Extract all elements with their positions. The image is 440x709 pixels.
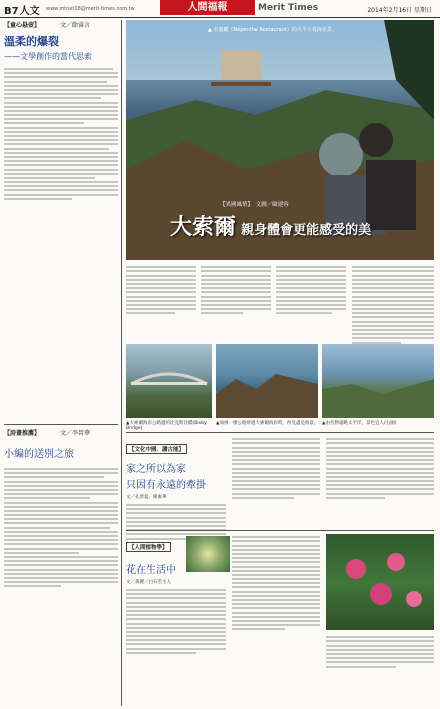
page-number: B7人文 — [4, 6, 40, 17]
feature-tag: 【異國風情】 — [220, 202, 251, 208]
divider — [126, 530, 434, 531]
article-title-line1: 家之所以為家 — [126, 464, 186, 475]
article-subtitle: ——文學創作的當代思索 — [4, 52, 92, 61]
masthead: Merit Times — [258, 3, 319, 13]
section-tag: 【人間植物學】 — [126, 542, 171, 552]
feature-body — [126, 264, 348, 316]
article-body-cont — [232, 436, 320, 501]
coast-caption: ▲由名勝遠眺太平洋，景色宜人(右圖) — [322, 421, 397, 426]
article-title: 溫柔的爆裂 — [4, 35, 59, 48]
flower-photo-large — [326, 534, 434, 630]
plants-body-right — [326, 634, 434, 670]
section-tag: 【文化中國．讀古能】 — [126, 444, 187, 454]
bridge-photo — [126, 344, 212, 418]
bridge-caption: ▲大索爾海岸公路邊的比克斯比橋(Bixby Bridge) — [126, 421, 207, 431]
author: 文／孔唐夏．陳素華 — [126, 495, 167, 500]
plants-body-cont — [232, 534, 320, 633]
photo-caption: ▲ 名餐廳《Nepenthe Restaurant》的大平台賞海美景。 — [208, 27, 337, 33]
article-title: 小編的送別之旅 — [4, 449, 74, 460]
divider — [126, 432, 434, 433]
article-body — [4, 68, 118, 200]
author: 文／黃麗／白石若主人 — [126, 580, 171, 585]
article-modern-literature — [4, 20, 118, 220]
rocks-caption: ▲加州一號公路經過大索爾海岸時，所見盡是海景。 — [216, 421, 319, 426]
page-header — [0, 0, 440, 18]
feature-subtitle: 親身體會更能感受的美 — [241, 223, 372, 238]
author: 文／李晉華 — [60, 430, 91, 437]
feature-byline: 文圖／歐建容 — [255, 202, 289, 208]
feature-body-right — [352, 264, 434, 346]
coastline-photo — [322, 344, 434, 418]
header-url: www.mtnet18@merit-times.com.tw — [46, 6, 135, 12]
feature-title: 大索爾 — [170, 215, 237, 240]
article-title-line2: 只因有永遠的牽掛 — [126, 480, 206, 491]
issue-date: 2014年2月16日 星期日 — [367, 7, 432, 14]
article-farewell — [4, 428, 118, 589]
article-title: 花在生活中 — [126, 565, 176, 576]
column-rule — [121, 20, 122, 706]
hero-headline — [170, 200, 420, 241]
article-body — [126, 589, 226, 654]
flower-photo-small — [186, 536, 230, 572]
section-tag: 【童心悬壺】 文／餘睿言 — [4, 22, 91, 29]
article-body-right — [326, 436, 434, 501]
article-body — [4, 468, 118, 587]
coast-rocks-photo — [216, 344, 318, 418]
section-tag: 【詩畫推薦】 — [4, 430, 41, 437]
newspaper-logo: 人間福報 — [160, 0, 255, 15]
article-home — [126, 436, 226, 542]
divider — [4, 424, 118, 425]
